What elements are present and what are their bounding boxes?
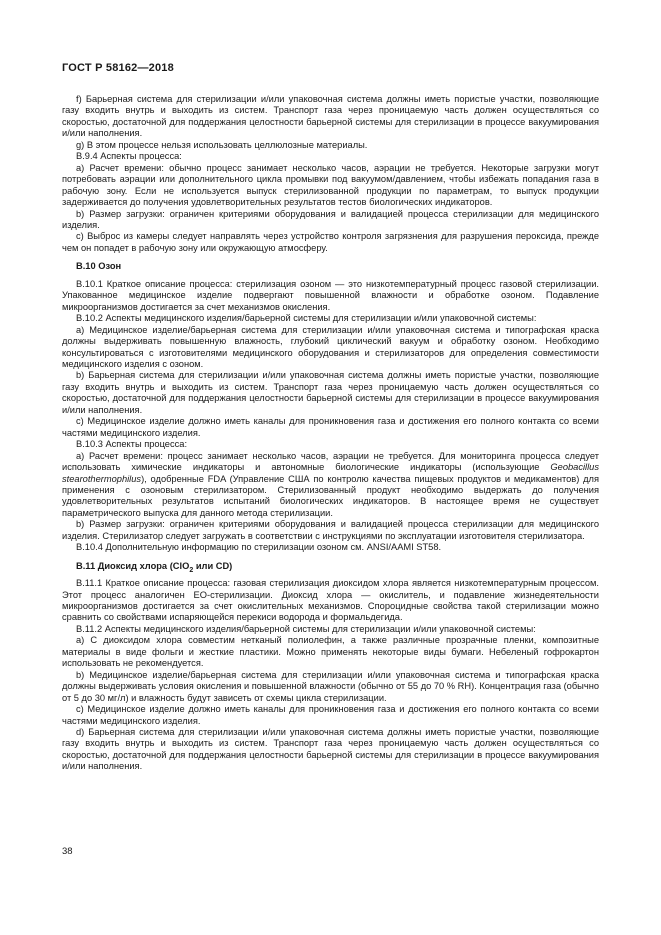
paragraph-b10-2: B.10.2 Аспекты медицинского изделия/барьерной системы для стерилизации и/или упаковочной системы: <box>76 313 537 324</box>
paragraph-b9-g: g) В этом процессе нельзя использовать целлюлозные материалы. <box>76 139 368 150</box>
document-id: ГОСТ Р 58162—2018 <box>62 62 174 74</box>
paragraph-b10-3-a <box>62 451 599 520</box>
page-number: 38 <box>62 846 73 857</box>
paragraph-b10-3-b: b) Размер загрузки: ограничен критериями оборудования и валидацией процесса стерилизации для медицинского изделия. Стерилизатор следует загружать в соответствии с инструкциями по эксплуатации изготовителя стерилизатора. <box>62 519 599 541</box>
paragraph-b10-2-a: a) Медицинское изделие/барьерная система для стерилизации и/или упаковочная система и типографская краска должны выдерживать повышенную влажность, глубокий циклический вакуум и обработку озоном. Необходимо консультироваться с изготовителями медицинского оборудования и стерилизаторов для определения совместимости медицинского изделия с озоном. <box>62 324 599 369</box>
paragraph-b11-2-c: c) Медицинское изделие должно иметь каналы для проникновения газа и достижения его полного контакта со всеми частями медицинского изделия. <box>62 704 599 726</box>
paragraph-b11-2-b: b) Медицинское изделие/барьерная система для стерилизации и/или упаковочная система и типографская краска должны выдерживать условия окисления и повышенной влажности (обычно от 55 до 70 % RH). Концентрация газа (обычно от 5 до 30 мг/л) и влажность будут зависеть от схемы цикла стерилизации. <box>62 669 599 703</box>
heading-b11-subscript: 2 <box>189 566 194 574</box>
paragraph-b9-4-b: b) Размер загрузки: ограничен критериями оборудования и валидацией процесса стерилизации для медицинского изделия. <box>62 208 599 230</box>
organism-name: Geobacillus stearothermophilus <box>62 462 599 484</box>
paragraph-b9-4-c: c) Выброс из камеры следует направлять через устройство контроля загрязнения для разрушения пероксида, прежде чем он попадет в рабочую зону или окружающую атмосферу. <box>62 231 599 253</box>
paragraph-b11-1: B.11.1 Краткое описание процесса: газовая стерилизация диоксидом хлора является низкотемпературным процессом. Этот процесс аналогичен ЕО-стерилизации. Диоксид хлора — окислитель, и подавление жизнедеятельности микроорганизмов достигается за счет окислительных механизмов. Спороцидные свойства такой стерилизации можно сравнить со свойствами испаряющейся перекиси водорода и формальдегида. <box>62 578 599 623</box>
paragraph-b10-3: B.10.3 Аспекты процесса: <box>76 439 188 450</box>
timing-text-end: ), одобренные FDA (Управление США по контролю качества пищевых продуктов и медикаментов) для применения с озоновым стерилизатором. Стерилизованный продукт необходимо выдержать до получения удовлетворительных результатов испытаний биологических индикаторов. В настоящее время не существует параметрического выпуска для данного метода стерилизации. <box>62 473 599 518</box>
document-page <box>62 62 599 773</box>
section-heading-b11 <box>62 561 599 572</box>
paragraph-b10-2-b: b) Барьерная система для стерилизации и/или упаковочная система должны иметь пористые участки, позволяющие газу входить внутрь и выходить из систем. Транспорт газа через проницаемую часть должен осуществляться со скоростью, достаточной для поддержания целостности барьерной системы для стерилизации в процессе вакуумирования и/или наполнения. <box>62 370 599 415</box>
document-body <box>62 94 599 773</box>
paragraph-b10-2-c: c) Медицинское изделие должно иметь каналы для проникновения газа и достижения его полного контакта со всеми частями медицинского изделия. <box>62 416 599 438</box>
paragraph-b9-f: f) Барьерная система для стерилизации и/или упаковочная система должны иметь пористые участки, позволяющие газу входить внутрь и выходить из систем. Транспорт газа через проницаемую часть должен осуществляться со скоростью, достаточной для поддержания целостности барьерной системы для стерилизации в процессе вакуумирования и/или наполнения. <box>62 94 599 139</box>
paragraph-b10-1: B.10.1 Краткое описание процесса: стерилизация озоном — это низкотемпературный процесс газовой стерилизации. Упакованное медицинское изделие подвергают повышенной влажности и обработке озоном. Подавление микроорганизмов достигается за счет механизмов окисления. <box>62 278 599 312</box>
heading-b11-prefix: B.11 Диоксид хлора (ClO <box>76 560 190 571</box>
paragraph-b11-2-d: d) Барьерная система для стерилизации и/или упаковочная система должны иметь пористые участки, позволяющие газу входить внутрь и выходить из систем. Транспорт газа через проницаемую часть должен осуществляться со скоростью, достаточной для поддержания целостности барьерной системы для стерилизации в процессе вакуумирования и/или наполнения. <box>62 727 599 772</box>
paragraph-b11-2: B.11.2 Аспекты медицинского изделия/барьерной системы для стерилизации и/или упаковочной системы: <box>76 623 536 634</box>
heading-b11-suffix: или CD) <box>193 560 233 571</box>
paragraph-b9-4-a: a) Расчет времени: обычно процесс занимает несколько часов, аэрации не требуется. Некоторые загрузки могут потребовать аэрации или дополнительного цикла промывки под вакуумом/давлением, чтобы избежать попадания газа в рабочую зону. Если не используется выпуск стерилизованной продукции по параметрам, то выпуск продукции задерживается до получения удовлетворительных результатов тестов биологических индикаторов. <box>62 162 599 208</box>
paragraph-b10-4: B.10.4 Дополнительную информацию по стерилизации озоном см. ANSI/AAMI ST58. <box>76 542 442 553</box>
section-heading-b10: B.10 Озон <box>76 261 122 272</box>
paragraph-b11-2-a: a) С диоксидом хлора совместим нетканый полиолефин, а также различные прозрачные пленки, композитные материалы в виде фольги и жесткие пластики. Можно применять некоторые виды бумаги. Небеленый гофрокартон использовать не рекомендуется. <box>62 635 599 669</box>
paragraph-b9-4: B.9.4 Аспекты процесса: <box>76 151 182 162</box>
timing-text-start: a) Расчет времени: процесс занимает несколько часов, аэрации не требуется. Для мониторинга процесса следует использовать химические индикаторы и автономные биологические индикаторы (использующие <box>62 450 599 473</box>
